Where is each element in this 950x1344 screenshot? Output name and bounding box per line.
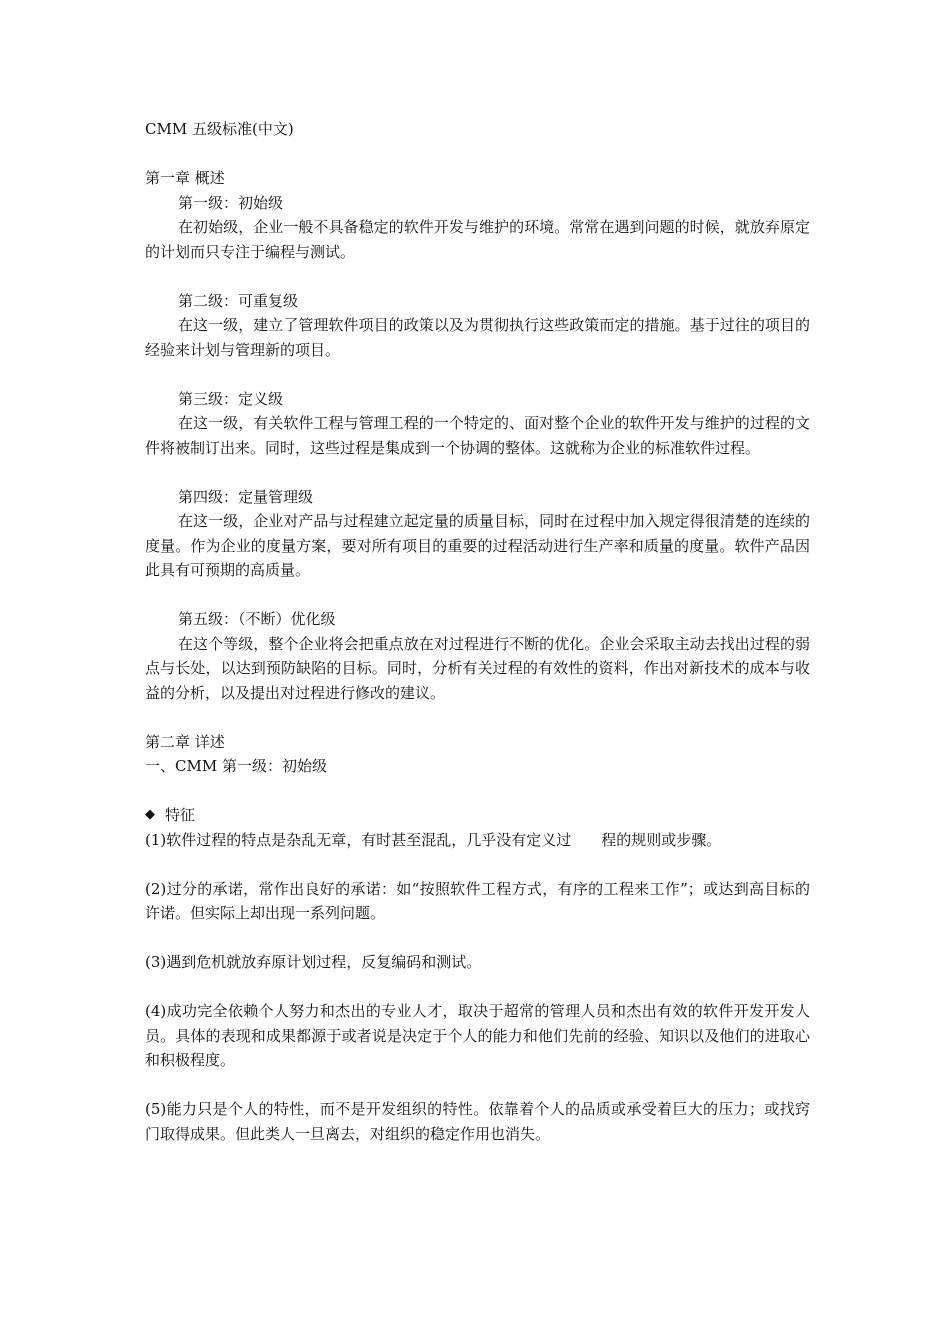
features-title: 特征 <box>165 806 196 824</box>
chapter-heading-details: 第二章 详述 <box>145 732 225 751</box>
spacer <box>145 142 810 167</box>
document-title: CMM 五级标准(中文) <box>145 120 294 138</box>
feature-item-1: (1)软件过程的特点是杂乱无章，有时甚至混乱，几乎没有定义过 程的规则或步骤。 <box>145 830 722 849</box>
level-1-body: 在初始级，企业一般不具备稳定的软件开发与维护的环境。常常在遇到问题的时候，就放弃原定的计划而只专注于编程与测试。 <box>145 218 810 261</box>
level-2-body: 在这一级，建立了管理软件项目的政策以及为贯彻执行这些政策而定的措施。基于过往的项目的经验来计划与管理新的项目。 <box>145 316 810 359</box>
level-2-title: 第二级：可重复级 <box>178 291 299 310</box>
features-heading <box>145 803 810 828</box>
level-4-title: 第四级：定量管理级 <box>178 487 314 506</box>
level-5-title: 第五级：（不断）优化级 <box>178 610 336 628</box>
level-5-body: 在这个等级，整个企业将会把重点放在对过程进行不断的优化。企业会采取主动去找出过程的弱点与长处，以达到预防缺陷的目标。同时，分析有关过程的有效性的资料，作出对新技术的成本与收益的分析，以及提出对过程进行修改的建议。 <box>145 634 810 702</box>
spacer <box>145 264 810 289</box>
level-3-title: 第三级：定义级 <box>178 389 284 408</box>
level-1-title: 第一级：初始级 <box>178 193 284 212</box>
feature-item-5: (5)能力只是个人的特性，而不是开发组织的特性。依靠着个人的品质或承受着巨大的压力；或找窍门取得成果。但此类人一旦离去，对组织的稳定作用也消失。 <box>145 1100 810 1143</box>
level-3-body: 在这一级，有关软件工程与管理工程的一个特定的、面对整个企业的软件开发与维护的过程的文件将被制订出来。同时，这些过程是集成到一个协调的整体。这就称为企业的标准软件过程。 <box>145 414 810 457</box>
spacer <box>145 852 810 877</box>
spacer <box>145 705 810 730</box>
spacer <box>145 975 810 1000</box>
section-title-level-1: 一、CMM 第一级：初始级 <box>145 757 327 775</box>
feature-item-4: (4)成功完全依赖个人努力和杰出的专业人才，取决于超常的管理人员和杰出有效的软件开发开发人员。具体的表现和成果都源于或者说是决定于个人的能力和他们先前的经验、知识以及他们的进取心和积极程度。 <box>145 1002 810 1069</box>
feature-item-3: (3)遇到危机就放弃原计划过程，反复编码和测试。 <box>145 953 482 971</box>
spacer <box>145 583 810 608</box>
level-4-body: 在这一级，企业对产品与过程建立起定量的质量目标，同时在过程中加入规定得很清楚的连续的度量。作为企业的度量方案，要对所有项目的重要的过程活动进行生产率和质量的度量。软件产品因此具有可预期的高质量。 <box>145 512 810 579</box>
chapter-heading-overview: 第一章 概述 <box>145 169 225 187</box>
feature-item-2: (2)过分的承诺，常作出良好的承诺：如“按照软件工程方式，有序的工程来工作”；或达到高目标的许诺。但实际上却出现一系列问题。 <box>145 879 810 922</box>
spacer <box>145 779 810 804</box>
document-page <box>145 117 810 1146</box>
spacer <box>145 926 810 951</box>
spacer <box>145 460 810 485</box>
spacer <box>145 362 810 387</box>
spacer <box>145 1073 810 1098</box>
diamond-bullet-icon: ◆ <box>145 807 155 822</box>
